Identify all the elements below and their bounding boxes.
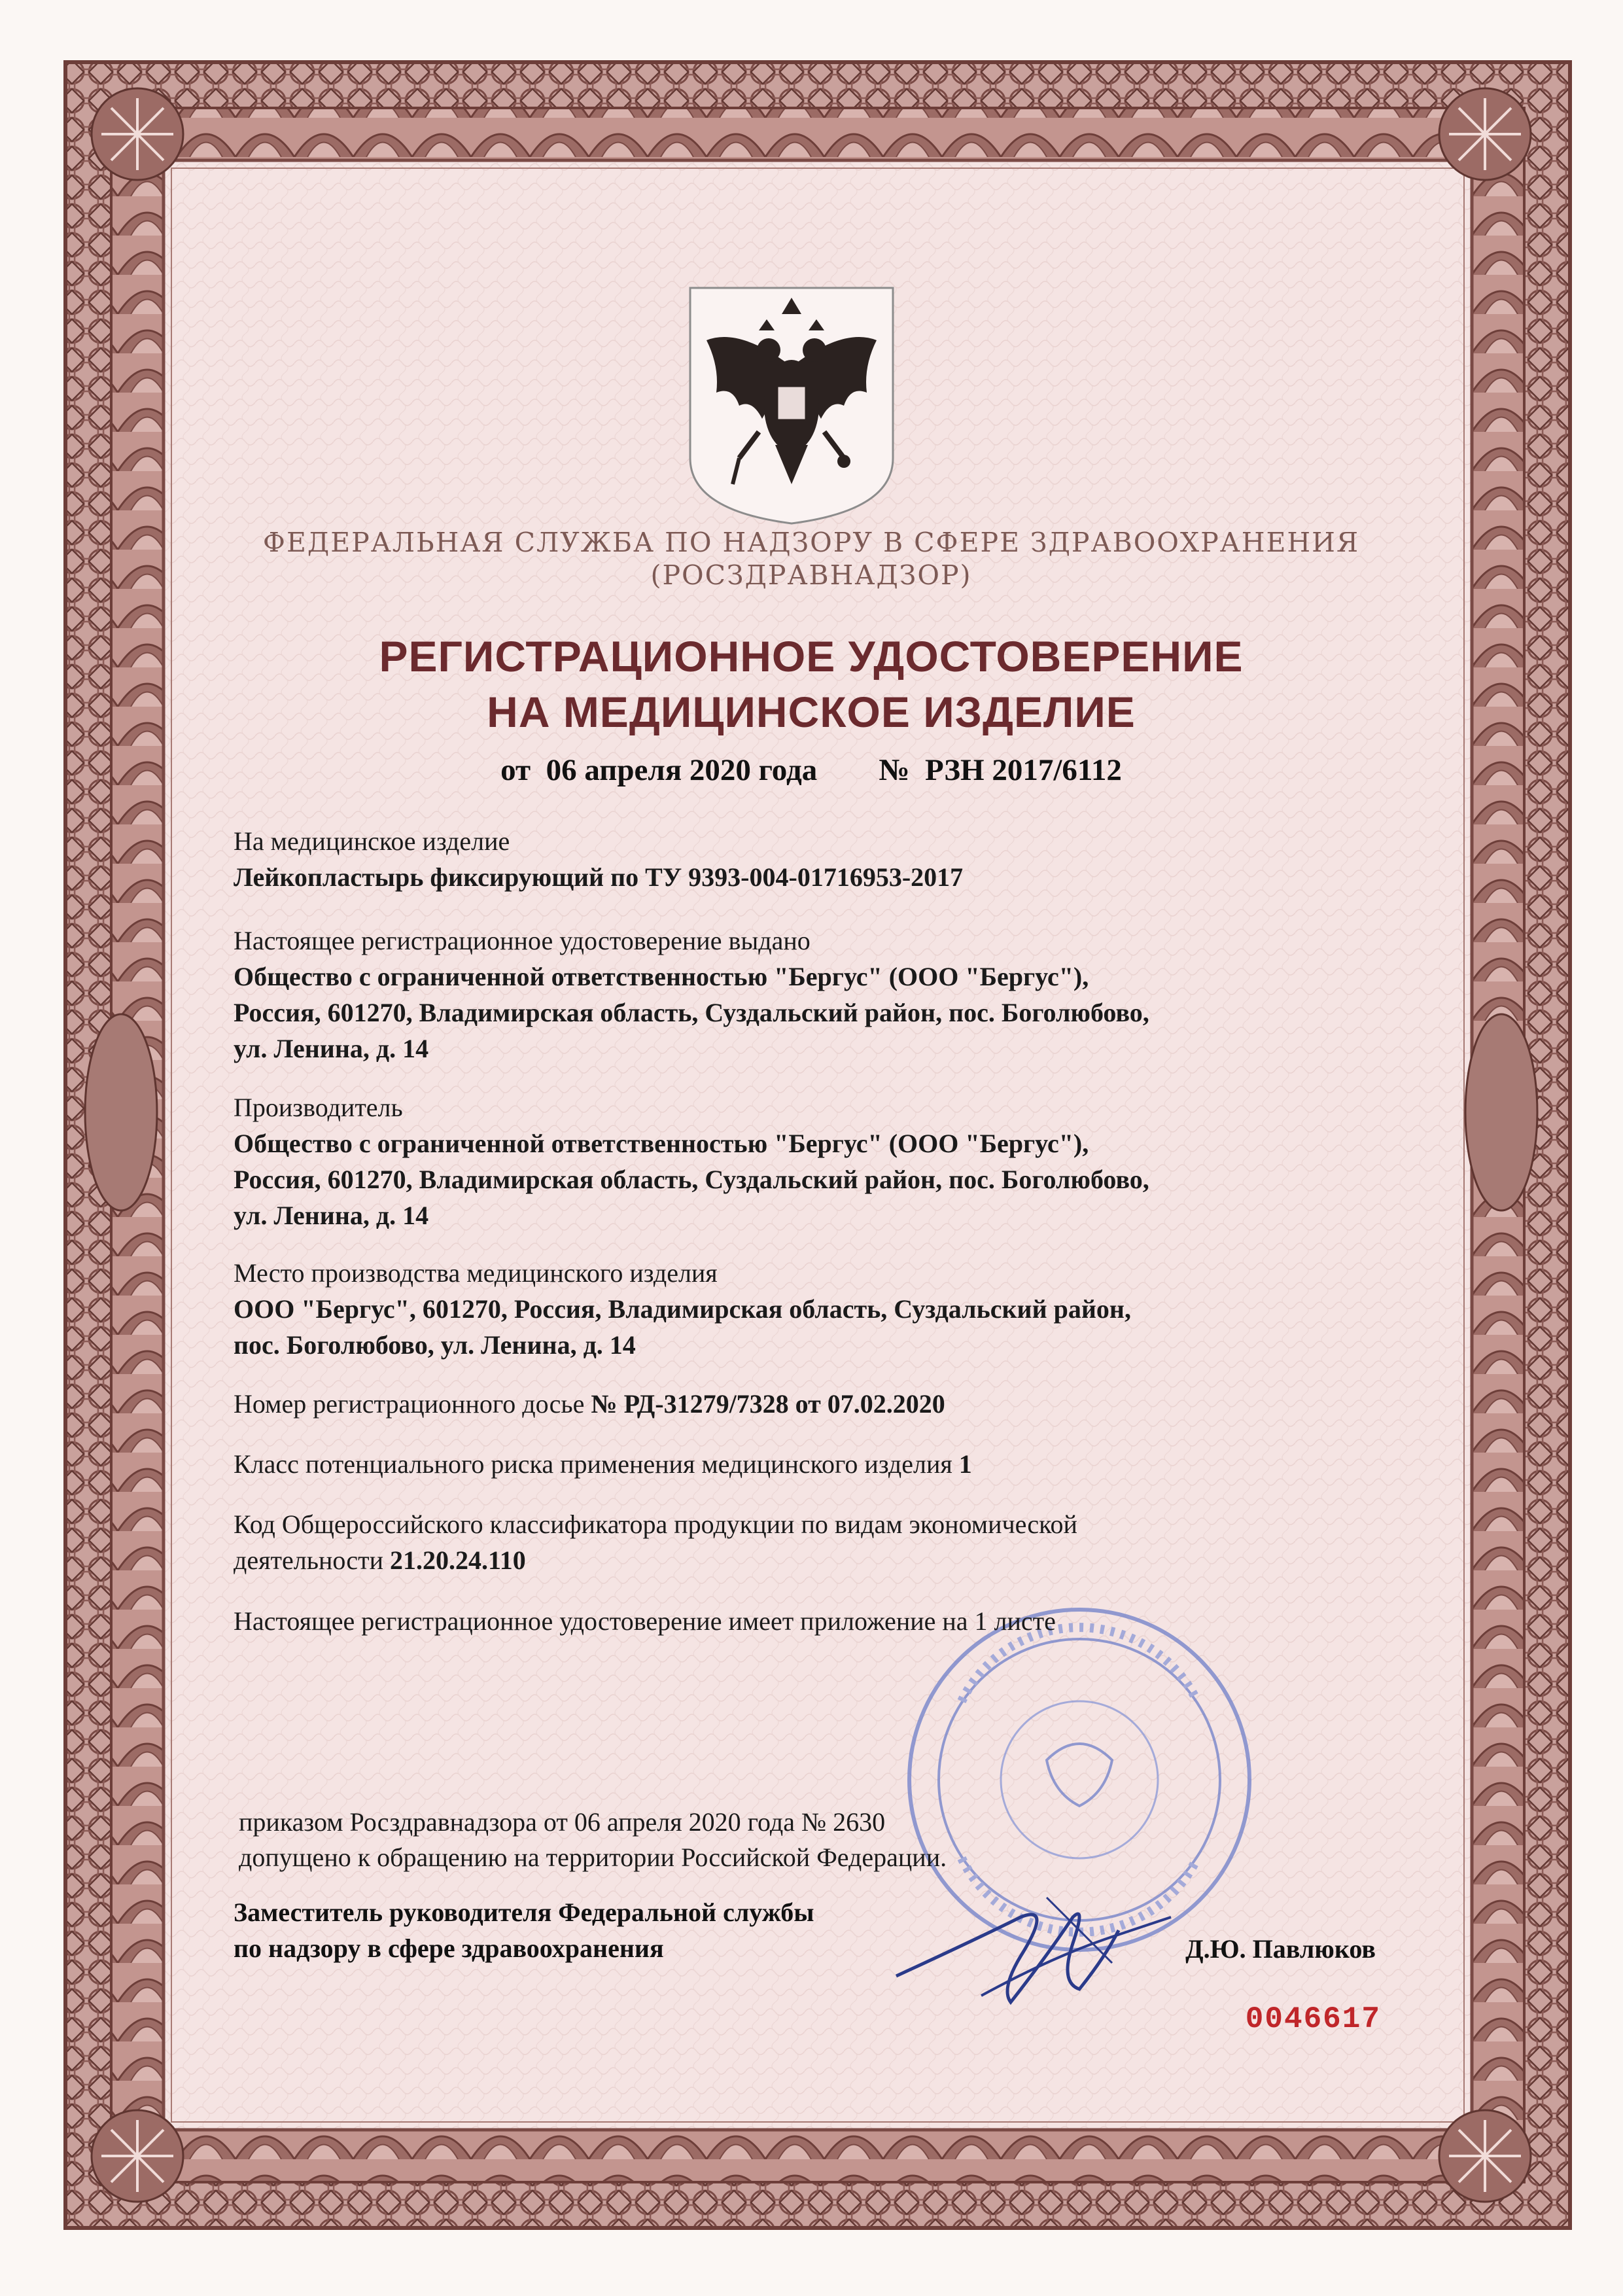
- signer-position-line1: Заместитель руководителя Федеральной службы: [234, 1898, 814, 1927]
- agency-name: ФЕДЕРАЛЬНАЯ СЛУЖБА ПО НАДЗОРУ В СФЕРЕ ЗДРАВООХРАНЕНИЯ: [262, 527, 1360, 558]
- issued-label: Настоящее регистрационное удостоверение выдано: [234, 926, 811, 955]
- issued-line-1: Общество с ограниченной ответственностью "Бергус" (ООО "Бергус"),: [234, 962, 1089, 991]
- device-label: На медицинское изделие: [234, 826, 510, 856]
- okpd-line2: [234, 1542, 1385, 1578]
- risk-class-label: Класс потенциального риска применения медицинского изделия: [234, 1449, 959, 1479]
- issued-section: [234, 923, 1385, 1067]
- document-title-line1: РЕГИСТРАЦИОННОЕ УДОСТОВЕРЕНИЕ: [379, 632, 1244, 680]
- appendix-note: Настоящее регистрационное удостоверение имеет приложение на 1 листе: [234, 1606, 1056, 1636]
- manufacturer-section: [234, 1089, 1385, 1233]
- document-title-line2: НА МЕДИЦИНСКОЕ ИЗДЕЛИЕ: [487, 688, 1136, 736]
- signer-name: Д.Ю. Павлюков: [1185, 1934, 1376, 1964]
- dossier-label: Номер регистрационного досье: [234, 1389, 591, 1419]
- registration-number: № РЗН 2017/6112: [879, 753, 1122, 787]
- order-line-1: приказом Росздравнадзора от 06 апреля 2020 года № 2630: [239, 1807, 886, 1837]
- issue-date: от 06 апреля 2020 года: [500, 753, 818, 787]
- manufacturer-line-3: ул. Ленина, д. 14: [234, 1201, 429, 1230]
- production-site-line-1: ООО "Бергус", 601270, Россия, Владимирская область, Суздальский район,: [234, 1294, 1131, 1324]
- device-section: [234, 823, 1385, 895]
- manufacturer-line-1: Общество с ограниченной ответственностью "Бергус" (ООО "Бергус"),: [234, 1129, 1089, 1158]
- device-name: Лейкопластырь фиксирующий по ТУ 9393-004-01716953-2017: [234, 862, 964, 892]
- double-headed-eagle-icon: [690, 288, 893, 523]
- order-line-2: допущено к обращению на территории Российской Федерации.: [239, 1843, 947, 1872]
- production-site-line-2: пос. Боголюбово, ул. Ленина, д. 14: [234, 1330, 636, 1360]
- dossier-line: [234, 1386, 1385, 1422]
- signer-position-line2: по надзору в сфере здравоохранения: [234, 1934, 664, 1963]
- manufacturer-line-2: Россия, 601270, Владимирская область, Суздальский район, пос. Боголюбово,: [234, 1165, 1149, 1194]
- issued-line-3: ул. Ленина, д. 14: [234, 1034, 429, 1063]
- okpd-label-line2: деятельности: [234, 1545, 390, 1575]
- order-section: [239, 1805, 1220, 1875]
- manufacturer-label: Производитель: [234, 1093, 403, 1122]
- okpd-value: 21.20.24.110: [389, 1545, 526, 1575]
- signer-position: [234, 1894, 1019, 1966]
- okpd-section: [234, 1506, 1385, 1578]
- issued-line-2: Россия, 601270, Владимирская область, Суздальский район, пос. Боголюбово,: [234, 998, 1149, 1027]
- dossier-value: № РД-31279/7328 от 07.02.2020: [591, 1389, 945, 1419]
- production-site-label: Место производства медицинского изделия: [234, 1258, 718, 1288]
- agency-abbreviation: (РОСЗДРАВНАДЗОР): [650, 559, 972, 591]
- date-number-line: [131, 752, 1492, 788]
- risk-class-line: [234, 1446, 1385, 1482]
- okpd-label-line1: Код Общероссийского классификатора продукции по видам экономической: [234, 1510, 1077, 1539]
- serial-number: 0046617: [1245, 2002, 1381, 2036]
- production-site-section: [234, 1255, 1385, 1363]
- risk-class-value: 1: [958, 1449, 972, 1479]
